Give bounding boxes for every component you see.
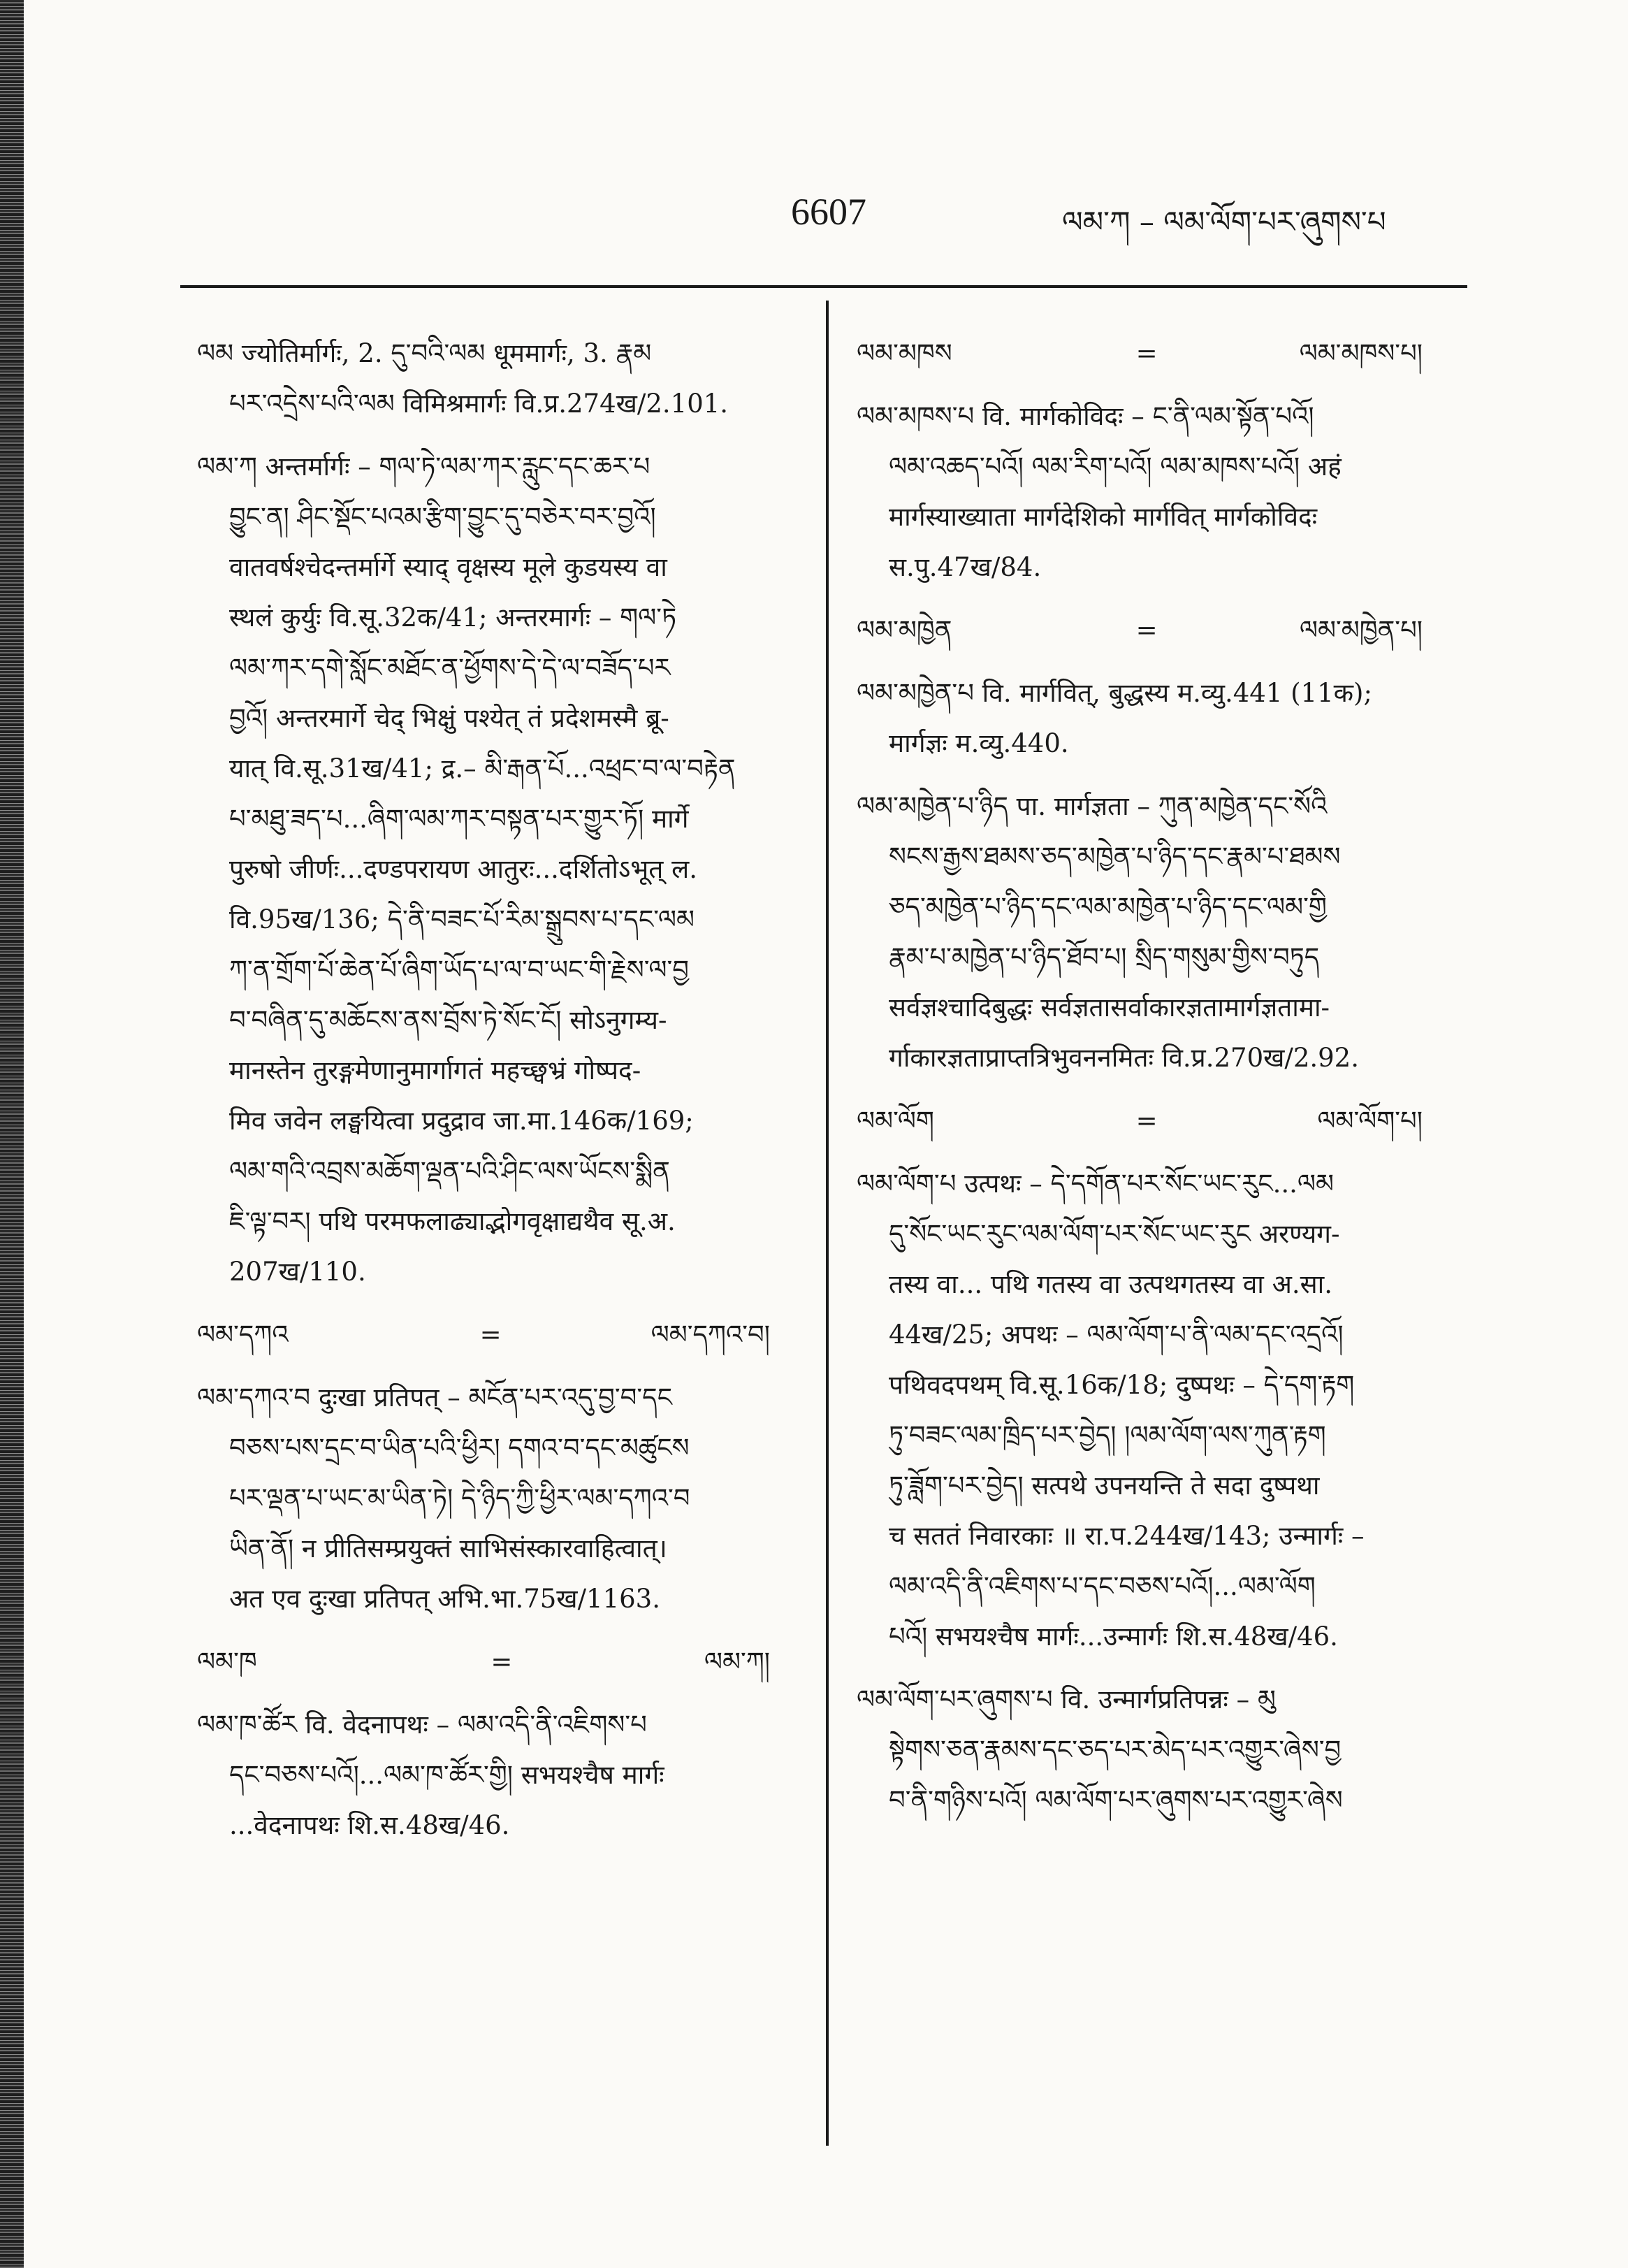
page-number: 6607 bbox=[791, 191, 866, 233]
entry-text-line: ...वेदनापथः शि.स.48ख/46. bbox=[229, 1810, 510, 1840]
dictionary-entry bbox=[857, 668, 1465, 769]
entry-text-line: अत एव दुःखा प्रतिपत् अभि.भा.75ख/1163. bbox=[229, 1584, 660, 1614]
entry-text-line: मिव जवेन लङ्घयित्वा प्रदुद्राव जा.मा.146क/169; bbox=[229, 1106, 694, 1136]
entry-text-line: བཅས་པས་དྲང་བ་ཡིན་པའི་ཕྱིར། དགའ་བ་དང་མཚུངས bbox=[229, 1433, 690, 1463]
dictionary-entry bbox=[857, 1159, 1465, 1662]
entry-text-line: དུ་སོང་ཡང་རུང་ལམ་ལོག་པར་སོང་ཡང་རུང अरण्यग- bbox=[889, 1219, 1340, 1249]
cross-reference-entry bbox=[857, 605, 1465, 656]
cross-reference-entry bbox=[857, 328, 1465, 379]
entry-text-line: ལམ་ཀར་དགེ་སློང་མཐོང་ན་ཕྱོགས་དེ་དེ་ལ་བཟོད་པར bbox=[229, 653, 671, 683]
xref-eq: = bbox=[490, 1647, 513, 1677]
entry-text-line: དང་བཅས་པའོ།...ལམ་ཁ་ཚོར་གྱི། सभयश्चैष मार्गः bbox=[229, 1760, 664, 1790]
entry-text-line: ལམ་འདི་ནི་འཇིགས་པ་དང་བཅས་པའོ།...ལམ་ལོག bbox=[889, 1571, 1316, 1601]
entry-text-line: र्गाकारज्ञताप्राप्तत्रिभुवननमितः वि.प्र.270ख/2.92. bbox=[889, 1043, 1359, 1073]
dictionary-entry bbox=[857, 781, 1465, 1083]
entry-text-line: 207ख/110. bbox=[229, 1257, 366, 1287]
dictionary-entry bbox=[197, 328, 812, 429]
entry-headword-line: ལམ་ཁ་ཚོར वि. वेदनापथः – ལམ་འདི་ནི་འཇིགས་པ bbox=[197, 1710, 647, 1740]
entry-headword-line: ལམ་དཀའ་བ दुःखा प्रतिपत् – མངོན་པར་འདུ་བྱ་བ་དང bbox=[197, 1382, 672, 1413]
cross-reference-entry bbox=[197, 1637, 812, 1687]
entry-text-line: སངས་རྒྱས་ཐམས་ཅད་མཁྱེན་པ་ཉིད་དང་རྣམ་པ་ཐམས bbox=[889, 842, 1341, 872]
entry-headword-line: ལམ་མཁས་པ वि. मार्गकोविदः – ང་ནི་ལམ་སྟོན་པའོ། bbox=[857, 401, 1314, 431]
scan-binding-edge bbox=[0, 0, 24, 2268]
entry-text-line: तस्य वा... पथि गतस्य वा उत्पथगतस्य वा अ.सा. bbox=[889, 1269, 1333, 1299]
entry-text-line: བ་ནི་གཉིས་པའོ། ལམ་ལོག་པར་ཞུགས་པར་འགྱུར་ཞེས bbox=[889, 1785, 1343, 1815]
dictionary-entry bbox=[857, 391, 1465, 593]
entry-headword-line: ལམ་ལོག་པ उत्पथः – དེ་དགོན་པར་སོང་ཡང་རུང...ལམ bbox=[857, 1169, 1334, 1199]
entry-text-line: सर्वज्ञश्चादिबुद्धः सर्वज्ञतासर्वाकारज्ञतामार्गज्ञतामा- bbox=[889, 992, 1330, 1023]
entry-text-line: च सततं निवारकाः ॥ रा.प.244ख/143; उन्मार्गः – bbox=[889, 1521, 1365, 1551]
entry-text-line: ཡིན་ནོ། न प्रीतिसम्प्रयुक्तं साभिसंस्कारवाहित्वात्। bbox=[229, 1533, 667, 1563]
header-rule bbox=[180, 285, 1467, 288]
entry-text-line: मानस्तेन तुरङ्गमेणानुमार्गागतं महच्छ्वभ्रं गोष्पद- bbox=[229, 1055, 641, 1085]
entry-text-line: བྱའོ། अन्तरमार्गे चेद् भिक्षुं पश्येत् तं प्रदेशमस्मै ब्रू- bbox=[229, 703, 669, 733]
dictionary-entry bbox=[197, 1700, 812, 1851]
entry-text-line: པའོ། सभयश्चैष मार्गः...उन्मार्गः शि.स.48ख/46. bbox=[889, 1621, 1338, 1652]
entry-text-line: ལམ་འཆད་པའོ། ལམ་རིག་པའོ། ལམ་མཁས་པའོ། अहं bbox=[889, 452, 1342, 482]
entry-text-line: བ་བཞིན་དུ་མཆོངས་ནས་བྲོས་ཏེ་སོང་ངོ། सोऽनुगम्य- bbox=[229, 1005, 667, 1035]
column-divider bbox=[826, 301, 829, 2146]
dictionary-entry bbox=[197, 442, 812, 1297]
xref-head: ལམ་ཁ bbox=[197, 1647, 257, 1677]
entry-text-line: ཏུ་ཟློག་པར་བྱེད། सत्पथे उपनयन्ति ते सदा दुष्पथा bbox=[889, 1471, 1320, 1501]
entry-headword-line: ལམ་ལོག་པར་ཞུགས་པ वि. उन्मार्गप्रतिपन्नः – མུ bbox=[857, 1684, 1276, 1714]
entry-text-line: པར་འདྲེས་པའི་ལམ विमिश्रमार्गः वि.प्र.274ख/2.101. bbox=[229, 389, 729, 419]
entry-text-line: मार्गज्ञः म.व्यु.440. bbox=[889, 728, 1069, 758]
xref-target: ལམ་ཀ། bbox=[704, 1647, 770, 1677]
cross-reference-entry bbox=[197, 1310, 812, 1360]
entry-text-line: स.पु.47ख/84. bbox=[889, 552, 1042, 582]
entry-headword-line: ལམ་ཀ अन्तर्मार्गः – གལ་ཏེ་ལམ་ཀར་རླུང་དང་ཆར་པ bbox=[197, 452, 651, 482]
xref-eq: = bbox=[1135, 1106, 1158, 1136]
cross-reference-entry bbox=[857, 1096, 1465, 1146]
entry-text-line: वि.95ख/136; དེ་ནི་བཟང་པོ་རིམ་སྒྲུབས་པ་དང་ལམ bbox=[229, 904, 695, 934]
entry-text-line: ཅད་མཁྱེན་པ་ཉིད་དང་ལམ་མཁྱེན་པ་ཉིད་དང་ལམ་གྱི bbox=[889, 892, 1327, 922]
entry-text-line: 44ख/25; अपथः – ལམ་ལོག་པ་ནི་ལམ་དང་འདྲའོ། bbox=[889, 1320, 1344, 1350]
xref-target: ལམ་ལོག་པ། bbox=[1317, 1106, 1423, 1136]
entry-text-line: पथिवदपथम् वि.सू.16क/18; दुष्पथः – དེ་དག་རྟག bbox=[889, 1370, 1355, 1400]
entry-text-line: यात् वि.सू.31ख/41; द्र.– མི་རྒན་པོ...འཕྲང་བ་ལ་བརྟེན bbox=[229, 753, 736, 783]
entry-text-line: मार्गस्याख्याता मार्गदेशिको मार्गवित् मार्गकोविदः bbox=[889, 502, 1318, 532]
xref-head: ལམ་མཁྱེན bbox=[857, 615, 952, 645]
xref-target: ལམ་མཁས་པ། bbox=[1299, 338, 1423, 368]
entry-text-line: ཏུ་བཟང་ལམ་ཁྲིད་པར་བྱེད། །ལམ་ལོག་ལས་ཀུན་རྟག bbox=[889, 1420, 1326, 1450]
left-column bbox=[197, 328, 812, 1863]
entry-text-line: ལམ་གའི་འབྲས་མཆོག་ལྡན་པའི་ཤིང་ལས་ཡོངས་སྨིན bbox=[229, 1156, 670, 1186]
entry-text-line: वातवर्षश्चेदन्तर्मार्गे स्याद् वृक्षस्य मूले कुडयस्य वा bbox=[229, 552, 667, 582]
entry-headword-line: ལམ་མཁྱེན་པ་ཉིད पा. मार्गज्ञता – ཀུན་མཁྱེན་དང་སོའི bbox=[857, 791, 1328, 821]
entry-text-line: བྱུང་ན། ཤིང་སྡོང་པའམ་རྩིག་བྱུང་དུ་བཅེར་བར་བྱའོ། bbox=[229, 502, 656, 532]
running-head: ལམ་ཀ – ལམ་ལོག་པར་ཞུགས་པ bbox=[1062, 205, 1386, 239]
right-column bbox=[857, 328, 1465, 1838]
entry-text-line: པར་ལྡན་པ་ཡང་མ་ཡིན་ཏེ། དེ་ཉིད་ཀྱི་ཕྱིར་ལམ་དཀའ་བ bbox=[229, 1483, 690, 1513]
xref-head: ལམ་ལོག bbox=[857, 1106, 934, 1136]
xref-eq: = bbox=[1135, 615, 1158, 645]
entry-text-line: ཇི་ལྟ་བར། पथि परमफलाढ्याद्भोगवृक्षाद्यथैव सू.अ. bbox=[229, 1206, 676, 1236]
xref-head: ལམ་མཁས bbox=[857, 338, 952, 368]
entry-text-line: ཀ་ན་གྲོག་པོ་ཆེན་པོ་ཞིག་ཡོད་པ་ལ་བ་ཡང་གི་རྗེས་ལ་བྱ bbox=[229, 955, 690, 985]
entry-text-line: སྟེགས་ཅན་རྣམས་དང་ཅད་པར་མེད་པར་འགྱུར་ཞེས་བྱ bbox=[889, 1735, 1342, 1765]
xref-eq: = bbox=[479, 1320, 502, 1350]
entry-headword-line: ལམ ज्योतिर्मार्गः, 2. དུ་བའི་ལམ धूममार्गः, 3. རྣམ bbox=[197, 338, 652, 368]
dictionary-entry bbox=[197, 1373, 812, 1624]
xref-target: ལམ་དཀའ་བ། bbox=[651, 1320, 770, 1350]
xref-head: ལམ་དཀའ bbox=[197, 1320, 289, 1350]
xref-target: ལམ་མཁྱེན་པ། bbox=[1299, 615, 1423, 645]
dictionary-entry bbox=[857, 1675, 1465, 1826]
xref-eq: = bbox=[1135, 338, 1158, 368]
entry-text-line: པ་མཐུ་ཟད་པ...ཞིག་ལམ་ཀར་བསྟན་པར་གྱུར་ཏོ། मार्गे bbox=[229, 804, 689, 834]
entry-text-line: རྣམ་པ་མཁྱེན་པ་ཉིད་ཐོབ་པ། སྲིད་གསུམ་གྱིས་བཏུད bbox=[889, 942, 1320, 972]
entry-text-line: पुरुषो जीर्णः...दण्डपरायण आतुरः...दर्शितोऽभूत् ल. bbox=[229, 854, 697, 884]
entry-text-line: स्थलं कुर्युः वि.सू.32क/41; अन्तरमार्गः – གལ་ཏེ bbox=[229, 602, 677, 633]
entry-headword-line: ལམ་མཁྱེན་པ वि. मार्गवित्, बुद्धस्य म.व्यु.441 (11क); bbox=[857, 678, 1372, 708]
